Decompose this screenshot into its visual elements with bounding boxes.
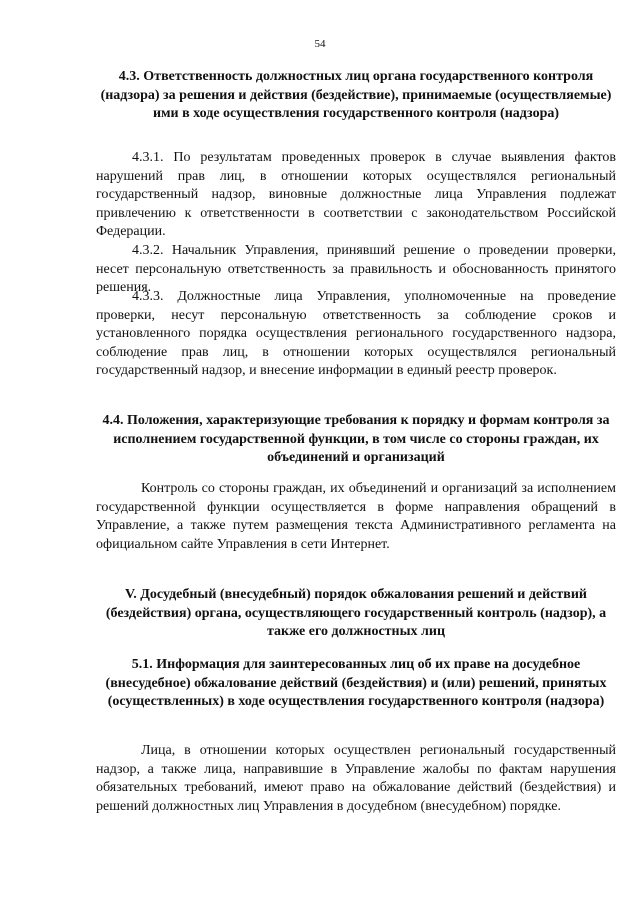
heading-4-4: 4.4. Положения, характеризующие требования к порядку и формам контроля за исполнением государственной функции, в том числе со стороны граждан, их объединений и организаций <box>102 413 610 465</box>
heading-4-3: 4.3. Ответственность должностных лиц органа государственного контроля (надзора) за решения и действия (бездействие), принимаемые (осуществляемые) ими в ходе осуществления государственного контроля (надзора) <box>100 69 612 121</box>
paragraph-5-1-persons: Лица, в отношении которых осуществлен региональный государственный надзор, а также лица, направившие в Управление жалобы по фактам нарушения обязательных требований, имеют право на обжалование действий (бездействия) и решений должностных лиц Управления в досудебном (внесудебном) порядке. <box>96 743 616 814</box>
heading-section-v: V. Досудебный (внесудебный) порядок обжалования решений и действий (бездействия) органа, осуществляющего государственный контроль (надзор), а также его должностных лиц <box>105 587 607 639</box>
page-number: 54 <box>314 38 326 50</box>
heading-5-1: 5.1. Информация для заинтересованных лиц об их праве на досудебное (внесудебное) обжалование действий (бездействия) и (или) решений, принятых (осуществленных) в ходе осуществления государственного контроля (надзора) <box>105 657 607 709</box>
paragraph-4-3-1: 4.3.1. По результатам проведенных проверок в случае выявления фактов нарушений прав лиц, в отношении которых осуществлялся региональный государственный надзор, виновные должностные лица Управления подлежат привлечению к ответственности в соответствии с законодательством Российской Федерации. <box>96 150 616 240</box>
paragraph-4-3-2: 4.3.2. Начальник Управления, принявший решение о проведении проверки, несет персональную ответственность за правильность и обоснованность принятого решения. <box>96 243 616 296</box>
paragraph-4-3-3: 4.3.3. Должностные лица Управления, уполномоченные на проведение проверки, несут персональную ответственность за соблюдение сроков и установленного порядка осуществления регионального государственного надзора, соблюдение прав лиц, в отношении которых осуществлялся региональный государственный надзор, и внесение информации в единый реестр проверок. <box>96 289 616 379</box>
paragraph-4-4-control: Контроль со стороны граждан, их объединений и организаций за исполнением государственной функции осуществляется в форме направления обращений в Управление, а также путем размещения текста Административного регламента на официальном сайте Управления в сети Интернет. <box>96 481 616 552</box>
